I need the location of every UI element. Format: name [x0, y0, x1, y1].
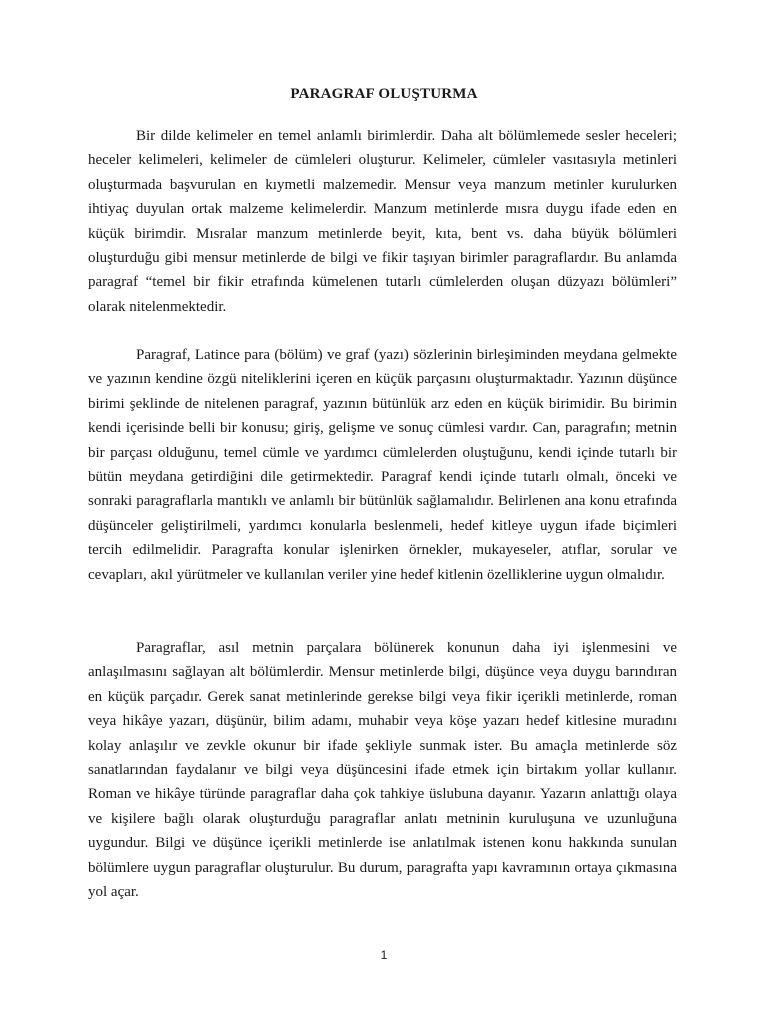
- page-title: PARAGRAF OLUŞTURMA: [290, 86, 478, 102]
- paragraph-1: Bir dilde kelimeler en temel anlamlı birimlerdir. Daha alt bölümlemede sesler heceleri; heceler kelimeleri, kelimeler de cümleleri oluşturur. Kelimeler, cümleler vasıtasıyla metinleri oluşturmada başvurulan en kıymetli malzemedir. Mensur veya manzum metinler kurulurken ihtiyaç duyulan ortak malzeme kelimelerdir. Manzum metinlerde mısra duygu ifade eden en küçük birimdir. Mısralar manzum metinlerde beyit, kıta, bent vs. daha büyük bölümleri oluşturduğu gibi mensur metinlerde de bilgi ve fikir taşıyan birimler paragraflardır. Bu anlamda paragraf “temel bir fikir etrafında kümelenen tutarlı cümlelerden oluşan düzyazı bölümleri” olarak nitelenmektedir.: [88, 128, 677, 315]
- paragraph-2: Paragraf, Latince para (bölüm) ve graf (yazı) sözlerinin birleşiminden meydana gelmekte ve yazının kendine özgü niteliklerini içeren en küçük parçasını oluşturmaktadır. Yazının düşünce birimi şeklinde de nitelenen paragraf, yazının bütünlük arz eden en küçük birimidir. Bu birimin kendi içerisinde belli bir konusu; giriş, gelişme ve sonuç cümlesi vardır. Can, paragrafın; metnin bir parçası olduğunu, temel cümle ve yardımcı cümlelerden oluştuğunu, kendi içinde tutarlı bir bütün meydana getirdiğini dile getirmektedir. Paragraf kendi içinde tutarlı olmalı, önceki ve sonraki paragraflarla mantıklı ve anlamlı bir bütünlük sağlamalıdır. Belirlenen ana konu etrafında düşünceler geliştirilmeli, yardımcı konularla beslenmeli, hedef kitleye uygun ifade biçimleri tercih edilmelidir. Paragrafta konular işlenirken örnekler, mukayeseler, atıflar, sorular ve cevapları, akıl yürütmeler ve kullanılan veriler yine hedef kitlenin özelliklerine uygun olmalıdır.: [88, 347, 677, 583]
- page-number: 1: [380, 948, 388, 962]
- paragraph-3: Paragraflar, asıl metnin parçalara bölünerek konunun daha iyi işlenmesini ve anlaşılmasını sağlayan alt bölümlerdir. Mensur metinlerde bilgi, düşünce veya duygu barındıran en küçük parçadır. Gerek sanat metinlerinde gerekse bilgi veya fikir içerikli metinlerde, roman veya hikâye yazarı, düşünür, bilim adamı, muhabir veya köşe yazarı hedef kitlesine muradını kolay anlaşılır ve zevkle okunur bir ifade şekliyle sunmak ister. Bu amaçla metinlerde söz sanatlarından faydalanır ve bilgi veya düşüncesini ifade etmek için birtakım yollar kullanır. Roman ve hikâye türünde paragraflar daha çok tahkiye üslubuna dayanır. Yazarın anlattığı olaya ve kişilere bağlı olarak oluşturduğu paragraflar anlatı metninin kuruluşuna ve uzunluğuna uygundur. Bilgi ve düşünce içerikli metinlerde ise anlatılmak istenen konu hakkında sunulan bölümlere uygun paragraflar oluşturulur. Bu durum, paragrafta yapı kavramının ortaya çıkmasına yol açar.: [88, 640, 677, 901]
